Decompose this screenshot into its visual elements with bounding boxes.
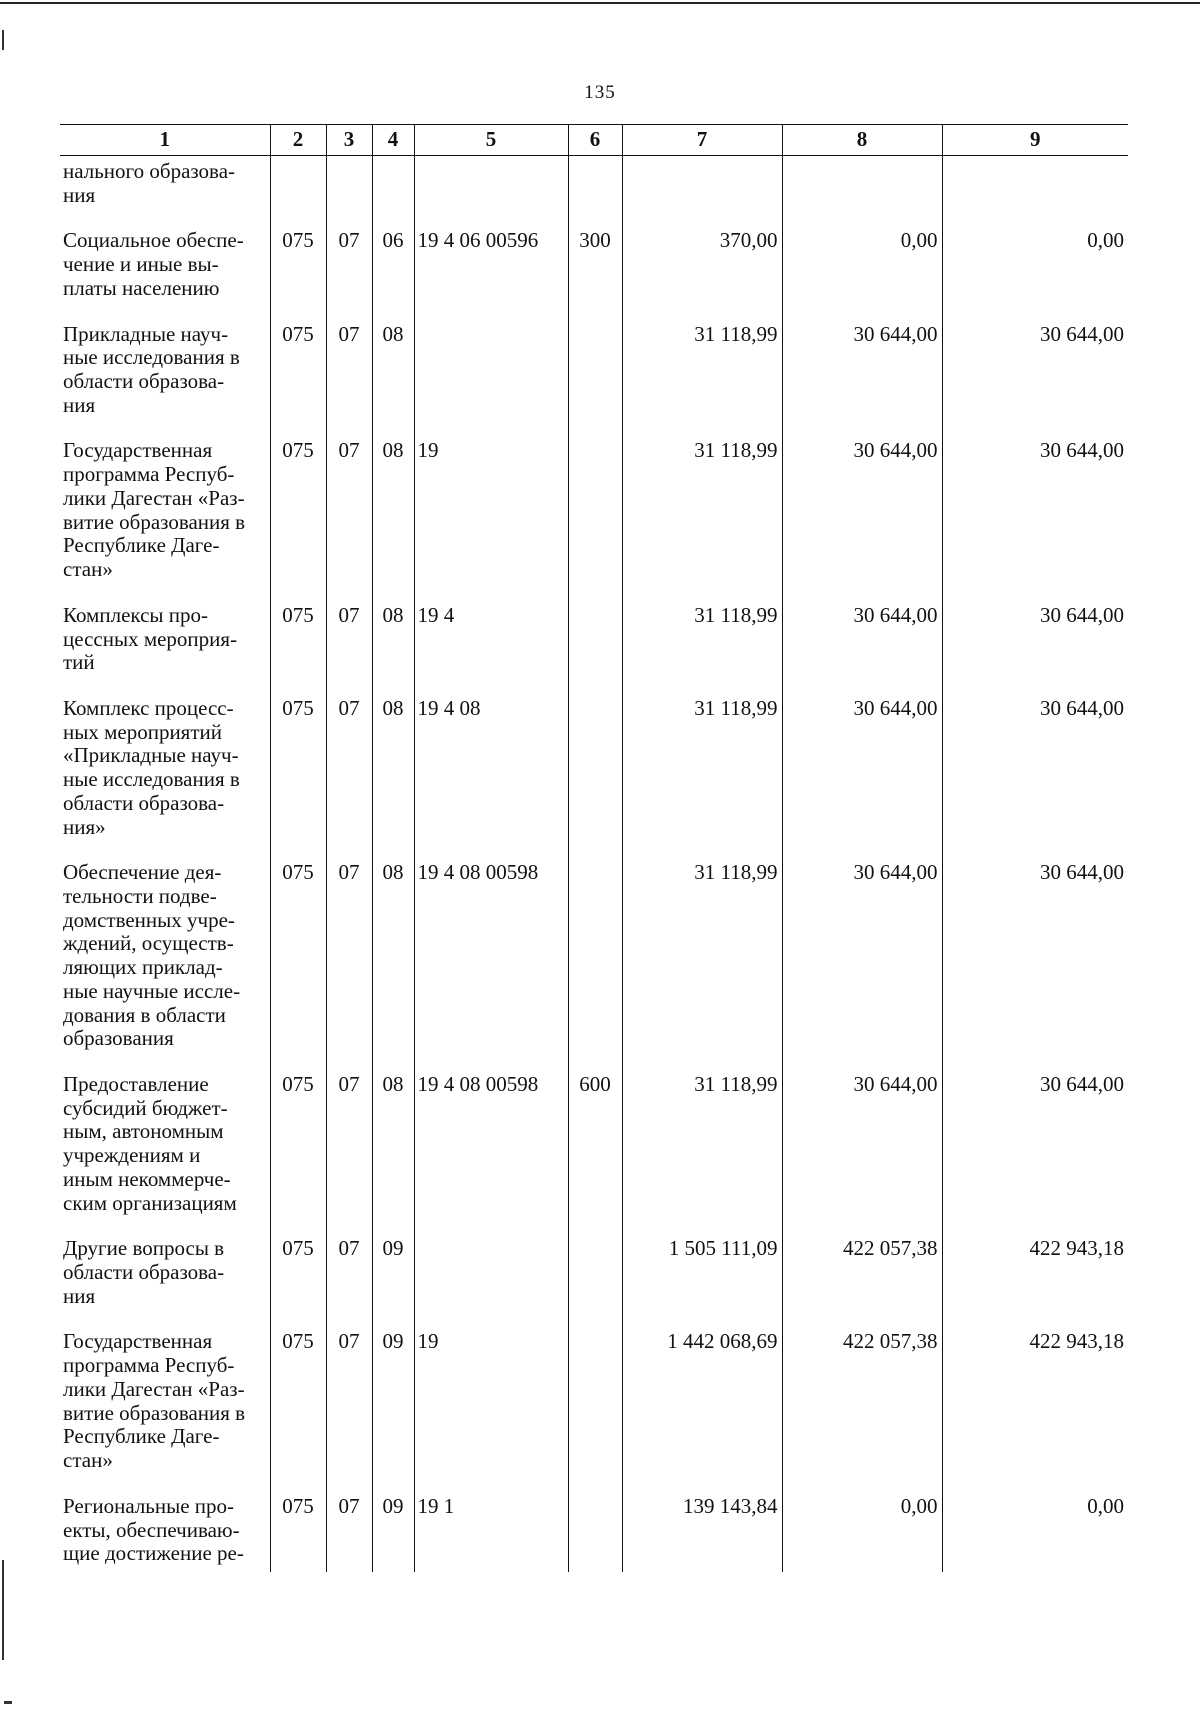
- amount-col8: 30 644,00: [782, 596, 942, 689]
- amount-col7: 31 118,99: [622, 315, 782, 432]
- target-article: 19 4 08: [414, 689, 568, 853]
- column-header-6: 6: [568, 125, 622, 156]
- subsection-code: 09: [372, 1487, 414, 1572]
- expense-type: [568, 1229, 622, 1322]
- ministry-code: 075: [270, 596, 326, 689]
- expense-type: [568, 596, 622, 689]
- table-row: [60, 1487, 1128, 1572]
- ministry-code: [270, 156, 326, 222]
- subsection-code: 08: [372, 689, 414, 853]
- column-header-7: 7: [622, 125, 782, 156]
- amount-col8: 422 057,38: [782, 1229, 942, 1322]
- item-name: Региональные про- екты, обеспечиваю- щие достижение ре-: [63, 1493, 244, 1566]
- amount-col8: 30 644,00: [782, 1065, 942, 1229]
- table-row: [60, 689, 1128, 853]
- target-article: 19: [414, 431, 568, 595]
- table-row: [60, 1065, 1128, 1229]
- scan-corner-mark: [4, 1701, 12, 1704]
- item-name: Комплексы про- цессных мероприя- тий: [63, 602, 238, 675]
- table-row: [60, 1229, 1128, 1322]
- expense-type: [568, 689, 622, 853]
- table-row: [60, 596, 1128, 689]
- amount-col9: [942, 156, 1128, 222]
- amount-col7: 1 505 111,09: [622, 1229, 782, 1322]
- section-code: 07: [326, 1229, 372, 1322]
- column-header-5: 5: [414, 125, 568, 156]
- amount-col7: 31 118,99: [622, 1065, 782, 1229]
- expense-type: [568, 315, 622, 432]
- target-article: 19 4 06 00596: [414, 221, 568, 314]
- item-name: Социальное обеспе- чение и иные вы- платы населению: [63, 228, 244, 300]
- amount-col7: 139 143,84: [622, 1487, 782, 1572]
- amount-col9: 422 943,18: [942, 1322, 1128, 1486]
- ministry-code: 075: [270, 221, 326, 314]
- expense-type: [568, 1487, 622, 1572]
- item-name: нального образова- ния: [63, 159, 236, 207]
- table-row: [60, 853, 1128, 1065]
- amount-col8: 422 057,38: [782, 1322, 942, 1486]
- expense-type: [568, 1322, 622, 1486]
- amount-col7: 370,00: [622, 221, 782, 314]
- scan-border-top: [0, 2, 1200, 4]
- item-name: Другие вопросы в области образова- ния: [63, 1236, 225, 1308]
- item-name: Предоставление субсидий бюджет- ным, автономным учреждениям и иным некоммерче- ским организациям: [63, 1072, 237, 1215]
- amount-col9: 30 644,00: [942, 689, 1128, 853]
- target-article: [414, 156, 568, 222]
- expense-type: [568, 156, 622, 222]
- expense-type: 600: [568, 1065, 622, 1229]
- item-name: Комплекс процесс- ных мероприятий «Прикладные науч- ные исследования в области образова- ния»: [63, 695, 240, 839]
- subsection-code: [372, 156, 414, 222]
- ministry-code: 075: [270, 315, 326, 432]
- amount-col8: 0,00: [782, 1487, 942, 1572]
- table-row: [60, 156, 1128, 222]
- ministry-code: 075: [270, 431, 326, 595]
- section-code: 07: [326, 1065, 372, 1229]
- table-row: [60, 221, 1128, 314]
- table-body: [60, 156, 1128, 1572]
- amount-col9: 422 943,18: [942, 1229, 1128, 1322]
- expense-type: [568, 431, 622, 595]
- item-name: Государственная программа Респуб- лики Дагестан «Раз- витие образования в Республике Даге- стан»: [63, 438, 246, 582]
- amount-col9: 30 644,00: [942, 1065, 1128, 1229]
- section-code: 07: [326, 596, 372, 689]
- subsection-code: 08: [372, 315, 414, 432]
- amount-col7: 31 118,99: [622, 431, 782, 595]
- amount-col8: [782, 156, 942, 222]
- amount-col7: 31 118,99: [622, 689, 782, 853]
- item-name: Обеспечение дея- тельности подве- домственных учре- ждений, осуществ- ляющих приклад- ные научные иссле- дования в области образования: [63, 860, 241, 1051]
- target-article: 19 1: [414, 1487, 568, 1572]
- ministry-code: 075: [270, 1322, 326, 1486]
- amount-col7: 31 118,99: [622, 596, 782, 689]
- ministry-code: 075: [270, 1487, 326, 1572]
- column-header-1: 1: [60, 125, 270, 156]
- budget-table: [60, 124, 1128, 1572]
- section-code: 07: [326, 315, 372, 432]
- table-row: [60, 1322, 1128, 1486]
- header-row: [60, 125, 1128, 156]
- amount-col8: 30 644,00: [782, 431, 942, 595]
- amount-col8: 30 644,00: [782, 689, 942, 853]
- section-code: 07: [326, 1487, 372, 1572]
- column-header-8: 8: [782, 125, 942, 156]
- table-row: [60, 431, 1128, 595]
- amount-col9: 30 644,00: [942, 431, 1128, 595]
- ministry-code: 075: [270, 1065, 326, 1229]
- amount-col9: 30 644,00: [942, 596, 1128, 689]
- amount-col8: 30 644,00: [782, 853, 942, 1065]
- amount-col9: 0,00: [942, 221, 1128, 314]
- expense-type: [568, 853, 622, 1065]
- amount-col7: 31 118,99: [622, 853, 782, 1065]
- column-header-3: 3: [326, 125, 372, 156]
- target-article: [414, 315, 568, 432]
- column-header-9: 9: [942, 125, 1128, 156]
- section-code: [326, 156, 372, 222]
- section-code: 07: [326, 221, 372, 314]
- section-code: 07: [326, 689, 372, 853]
- target-article: [414, 1229, 568, 1322]
- expense-type: 300: [568, 221, 622, 314]
- target-article: 19: [414, 1322, 568, 1486]
- amount-col9: 30 644,00: [942, 315, 1128, 432]
- target-article: 19 4 08 00598: [414, 1065, 568, 1229]
- item-name: Государственная программа Респуб- лики Дагестан «Раз- витие образования в Республике Даге- стан»: [63, 1329, 246, 1473]
- subsection-code: 08: [372, 431, 414, 595]
- amount-col8: 0,00: [782, 221, 942, 314]
- amount-col8: 30 644,00: [782, 315, 942, 432]
- table-row: [60, 315, 1128, 432]
- subsection-code: 08: [372, 1065, 414, 1229]
- amount-col7: [622, 156, 782, 222]
- table-header: [60, 125, 1128, 156]
- subsection-code: 06: [372, 221, 414, 314]
- column-header-4: 4: [372, 125, 414, 156]
- subsection-code: 08: [372, 596, 414, 689]
- amount-col9: 30 644,00: [942, 853, 1128, 1065]
- subsection-code: 09: [372, 1322, 414, 1486]
- amount-col9: 0,00: [942, 1487, 1128, 1572]
- scan-border-left-mark: [2, 30, 4, 50]
- column-header-2: 2: [270, 125, 326, 156]
- subsection-code: 09: [372, 1229, 414, 1322]
- section-code: 07: [326, 853, 372, 1065]
- subsection-code: 08: [372, 853, 414, 1065]
- item-name: Прикладные науч- ные исследования в области образова- ния: [63, 321, 240, 417]
- target-article: 19 4 08 00598: [414, 853, 568, 1065]
- target-article: 19 4: [414, 596, 568, 689]
- page-number: 135: [584, 82, 616, 103]
- scan-border-left-lower: [2, 1560, 4, 1660]
- ministry-code: 075: [270, 689, 326, 853]
- section-code: 07: [326, 431, 372, 595]
- amount-col7: 1 442 068,69: [622, 1322, 782, 1486]
- section-code: 07: [326, 1322, 372, 1486]
- ministry-code: 075: [270, 853, 326, 1065]
- ministry-code: 075: [270, 1229, 326, 1322]
